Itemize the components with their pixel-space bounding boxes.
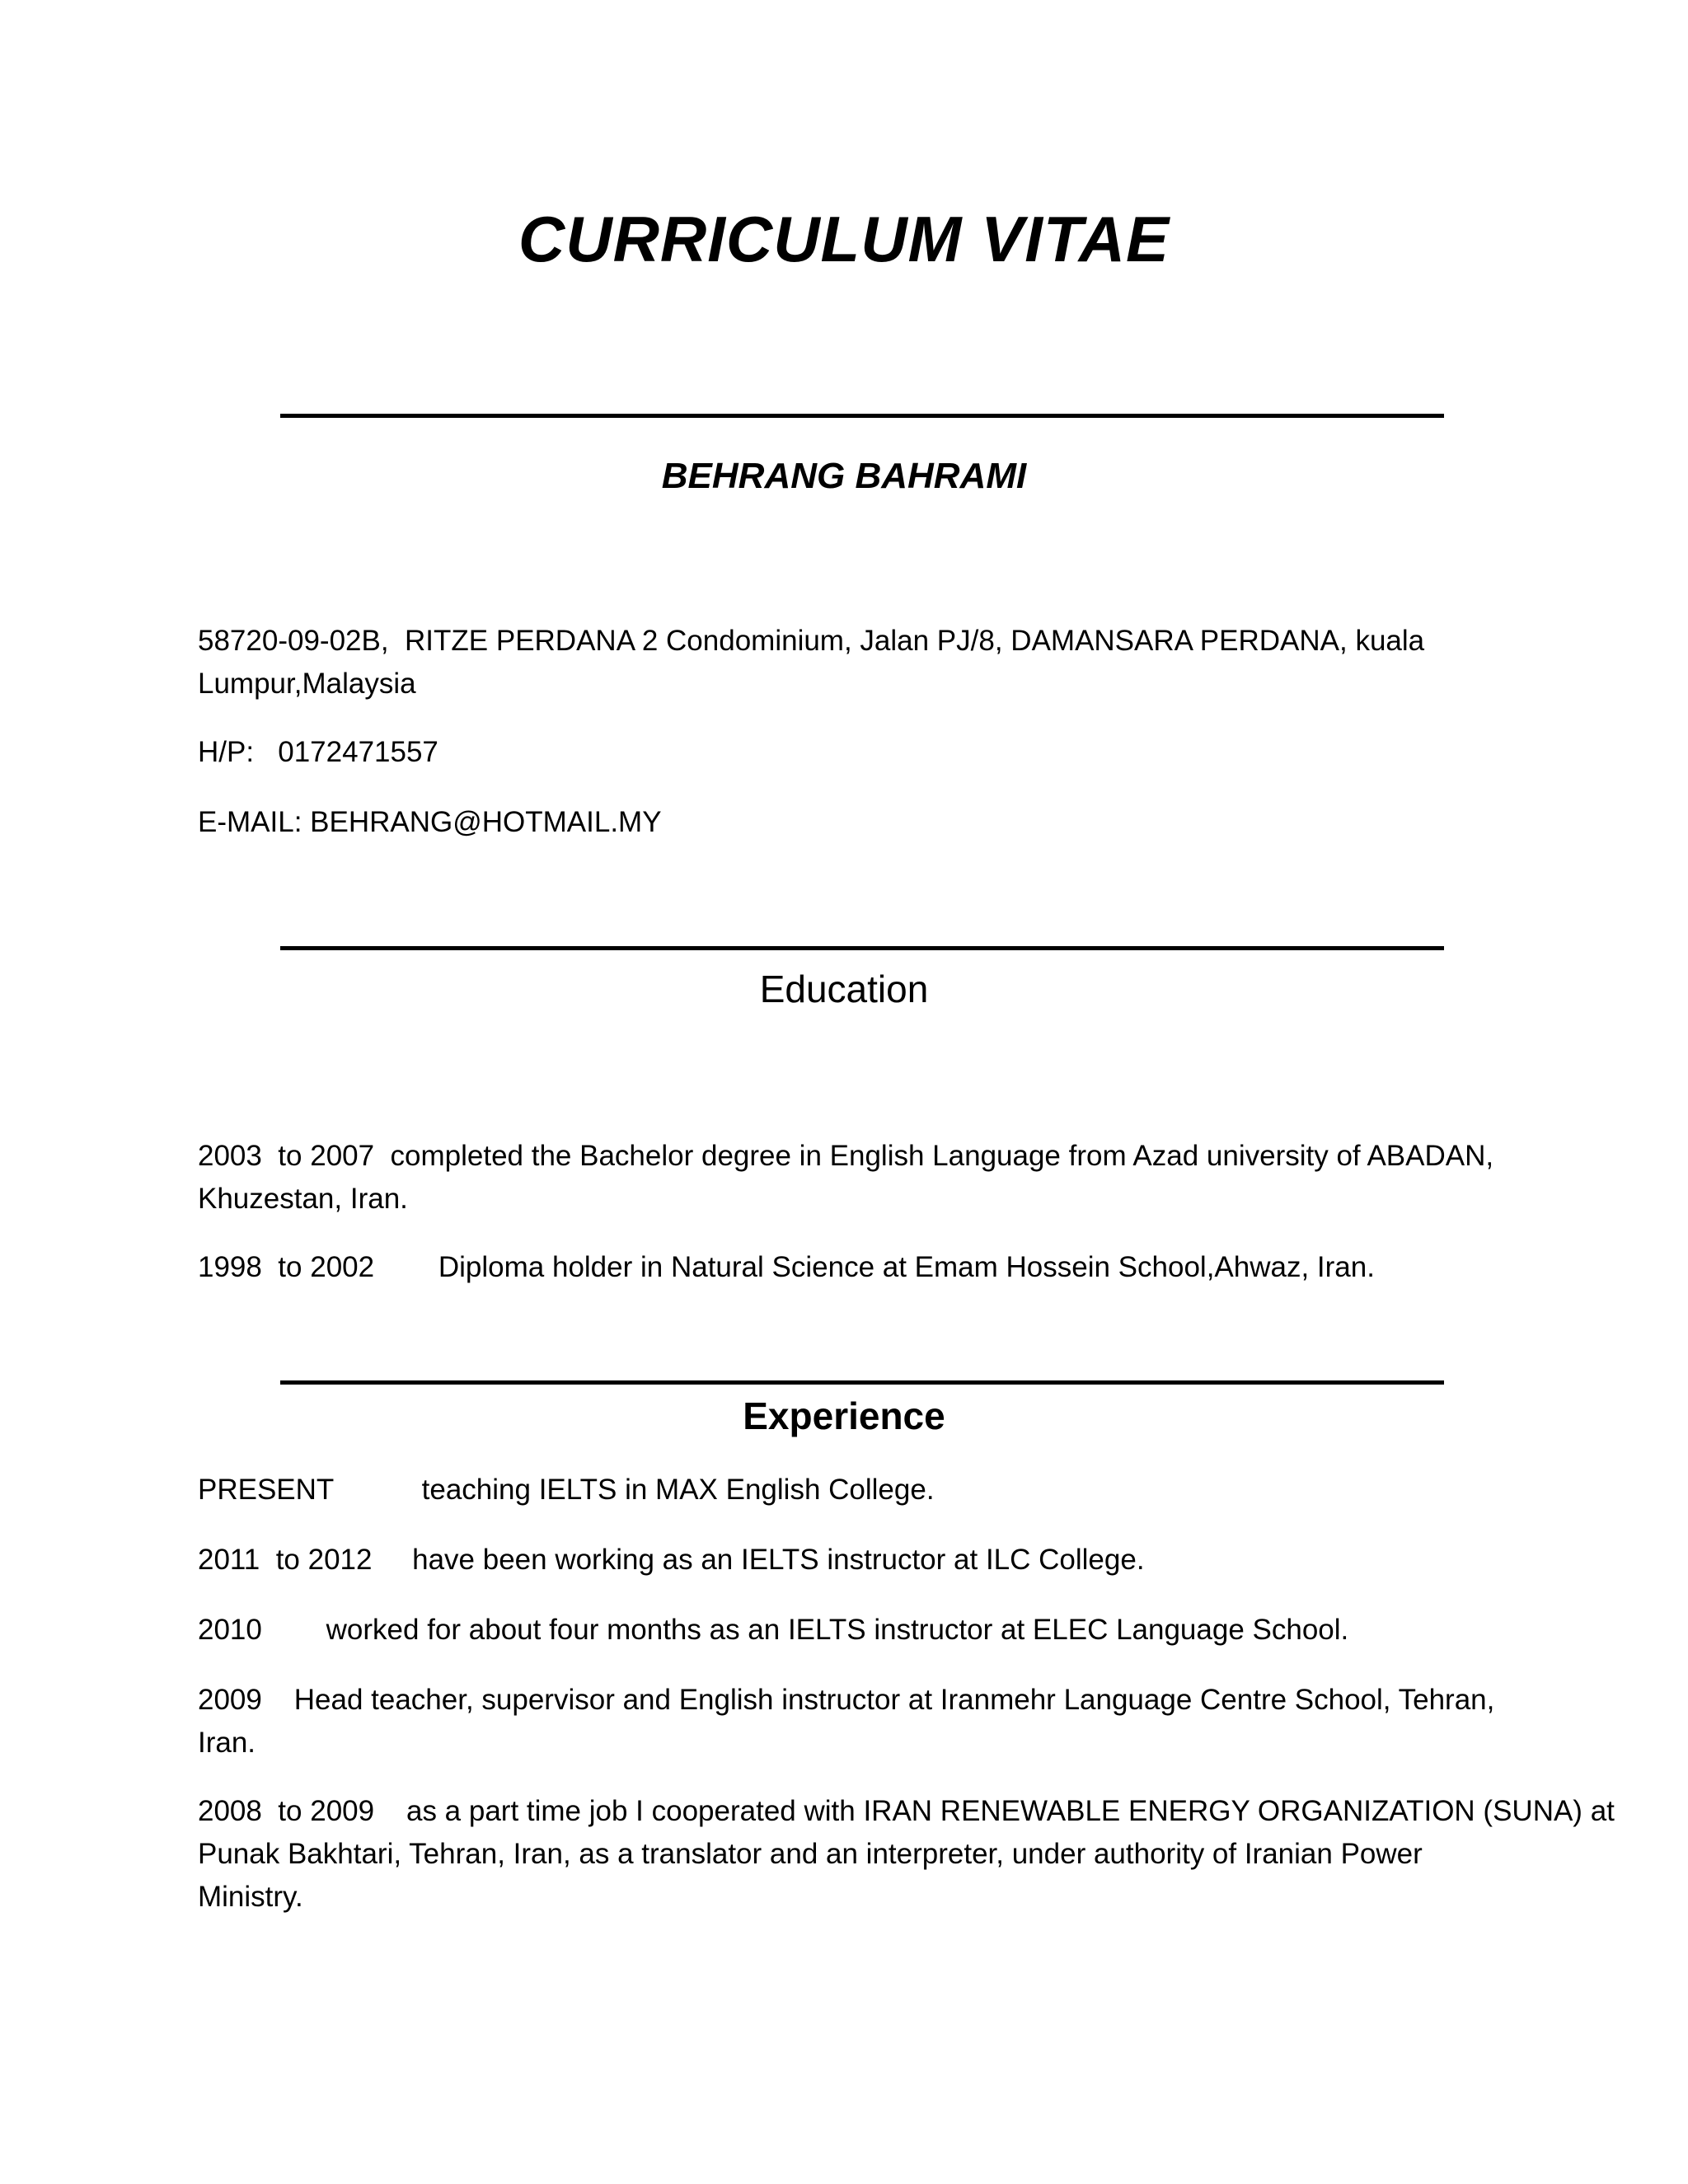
experience-item	[198, 1609, 1500, 1652]
contact-email	[198, 801, 1500, 844]
divider-experience	[280, 1380, 1444, 1385]
education-line: 2003 to 2007 completed the Bachelor degree in English Language from Azad university of ABADAN,	[198, 1140, 1494, 1172]
experience-item	[198, 1539, 1500, 1582]
address-line: 58720-09-02B, RITZE PERDANA 2 Condominium, Jalan PJ/8, DAMANSARA PERDANA, kuala	[198, 625, 1425, 657]
experience-line: PRESENT teaching IELTS in MAX English College.	[198, 1474, 935, 1506]
experience-line: 2010 worked for about four months as an IELTS instructor at ELEC Language School.	[198, 1614, 1349, 1646]
education-line: 1998 to 2002 Diploma holder in Natural Science at Emam Hossein School,Ahwaz, Iran.	[198, 1251, 1375, 1283]
education-item	[198, 1246, 1500, 1289]
phone-text: H/P: 0172471557	[198, 736, 438, 768]
candidate-name: BEHRANG BAHRAMI	[661, 456, 1027, 496]
address-line: Lumpur,Malaysia	[198, 668, 416, 700]
experience-line: 2011 to 2012 have been working as an IELTS instructor at ILC College.	[198, 1544, 1145, 1576]
experience-item	[198, 1790, 1615, 1919]
email-text: E-MAIL: BEHRANG@HOTMAIL.MY	[198, 806, 662, 838]
contact-address	[198, 620, 1500, 705]
experience-item	[198, 1679, 1500, 1765]
experience-heading: Experience	[743, 1394, 945, 1437]
experience-line: Punak Bakhtari, Tehran, Iran, as a translator and an interpreter, under authority of Iranian Power	[198, 1838, 1423, 1870]
document-title: CURRICULUM VITAE	[518, 203, 1170, 275]
divider-top	[280, 414, 1444, 418]
experience-line: 2008 to 2009 as a part time job I cooperated with IRAN RENEWABLE ENERGY ORGANIZATION (SUNA) at	[198, 1795, 1615, 1827]
education-heading: Education	[759, 968, 929, 1010]
contact-phone	[198, 731, 1500, 774]
experience-line: Iran.	[198, 1727, 256, 1759]
experience-line: Ministry.	[198, 1881, 303, 1913]
divider-education	[280, 946, 1444, 950]
experience-item	[198, 1469, 1500, 1511]
education-item	[198, 1135, 1500, 1221]
education-line: Khuzestan, Iran.	[198, 1183, 408, 1215]
experience-line: 2009 Head teacher, supervisor and English instructor at Iranmehr Language Centre School, Tehran,	[198, 1684, 1495, 1716]
